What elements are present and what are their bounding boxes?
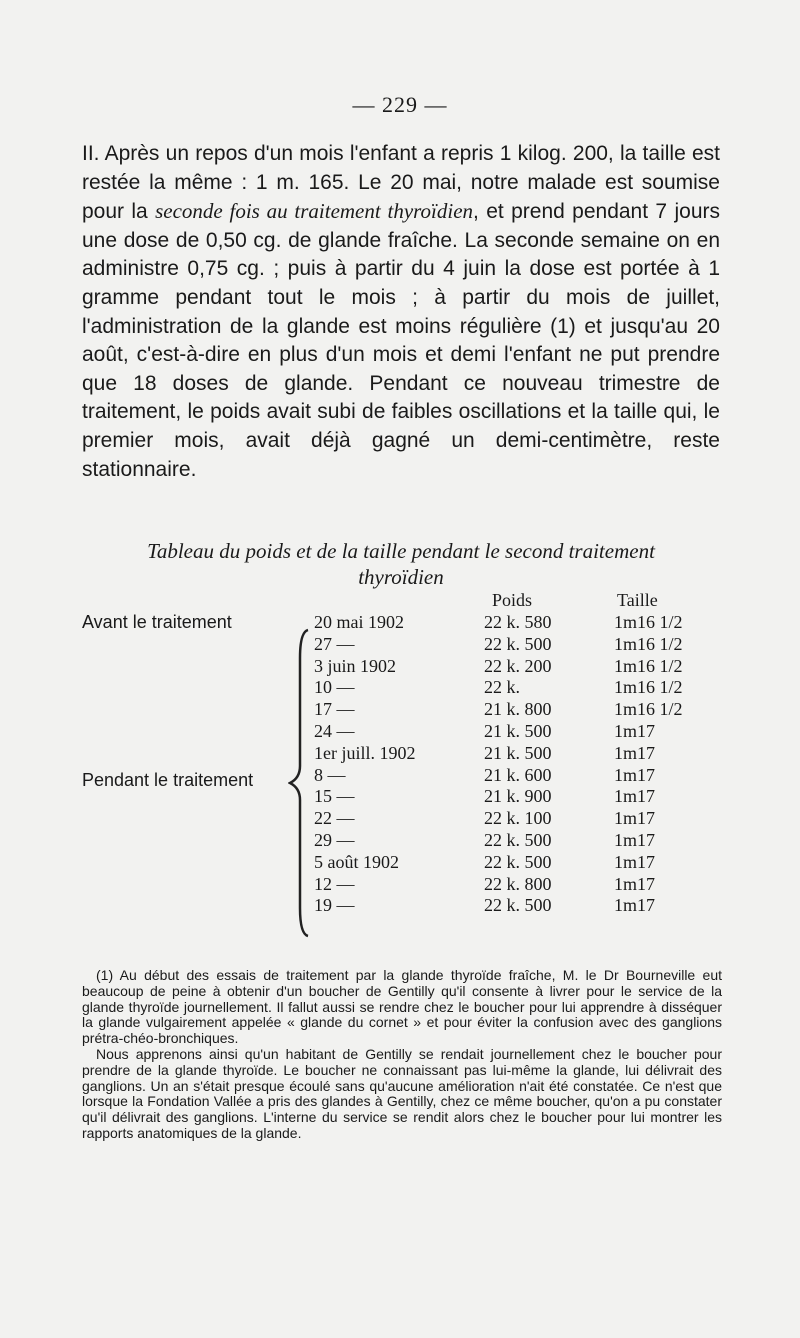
row-height: 1m16 1/2 <box>614 633 683 654</box>
footnote-2: Nous apprenons ainsi qu'un habitant de Gentilly se rendait journellement chez le boucher pour prendre de la glande thyroïde. Le boucher ne connaissant pas lui-même la glande, lui délivrait des ganglions. Un an s'était presque écoulé sans qu'aucune amélioration n'ait été constatée. Ce n'est que lorsque la Fondation Vallée a pris des glandes à Gentilly, chez ce même boucher, qu'on a pu constater qu'il délivrait des ganglions. L'interne du service se rendit alors chez le boucher pour lui montrer les rapports anatomiques de la glande. <box>82 1045 722 1141</box>
row-height: 1m16 1/2 <box>614 655 683 676</box>
row-date: 10 — <box>314 677 355 698</box>
row-weight: 21 k. 500 <box>484 742 552 763</box>
paragraph-part2: , et prend pendant 7 jours une dose de 0,50 cg. de glande fraîche. La seconde semaine on en administre 0,75 cg. ; puis à partir du 4 juin la dose est portée à 1 gramme pendant tout le mois ; à partir du mois de juillet, l'administration de la glande est moins régulière (1) et jusqu'au 20 août, c'est-à-dire en plus d'un mois et demi l'enfant ne put prendre que 18 doses de glande. Pendant ce nouveau trimestre de traitement, le poids avait subi de faibles oscillations et la taille qui, le premier mois, avait déjà gagné un demi-centimètre, reste stationnaire. <box>82 200 720 481</box>
row-weight: 22 k. 100 <box>484 808 552 829</box>
row-height: 1m16 1/2 <box>614 612 683 632</box>
row-weight: 22 k. 200 <box>484 655 552 676</box>
row-height: 1m17 <box>614 808 656 829</box>
row-weight: 22 k. 500 <box>484 895 552 916</box>
row-height: 1m17 <box>614 764 656 785</box>
label-before-treatment: Avant le traitement <box>82 612 232 632</box>
table-title-line1: Tableau du poids et de la taille pendant le second traitement <box>147 539 655 563</box>
row-weight: 22 k. 500 <box>484 851 552 872</box>
row-date: 24 — <box>314 721 355 741</box>
row-date: 19 — <box>314 895 355 916</box>
row-weight: 22 k. <box>484 677 520 698</box>
row-height: 1m17 <box>614 721 656 741</box>
row-height: 1m17 <box>614 786 656 807</box>
row-height: 1m17 <box>614 742 656 763</box>
row-height: 1m17 <box>614 895 656 916</box>
row-date: 15 — <box>314 786 355 807</box>
row-date: 3 juin 1902 <box>314 655 397 676</box>
row-date: 27 — <box>314 633 355 654</box>
row-date: 17 — <box>314 699 355 720</box>
header-weight: Poids <box>492 590 533 610</box>
footnotes <box>82 968 722 1142</box>
row-weight: 21 k. 600 <box>484 764 552 785</box>
row-weight: 21 k. 800 <box>484 699 552 720</box>
label-during-treatment: Pendant le traitement <box>82 770 254 790</box>
row-weight: 21 k. 900 <box>484 786 552 807</box>
paragraph-part1: II. Après un repos d'un mois l'enfant a repris 1 kilog. 200, la taille est restée la même : 1 m. 165. Le 20 mai, notre malade est soumise pour la <box>82 142 720 224</box>
row-height: 1m16 1/2 <box>614 699 683 720</box>
row-weight: 22 k. 580 <box>484 612 552 632</box>
row-height: 1m17 <box>614 830 656 850</box>
row-weight: 22 k. 500 <box>484 830 552 850</box>
table-title-line2: thyroïdien <box>358 565 444 589</box>
row-date: 8 — <box>314 764 346 785</box>
header-height: Taille <box>617 590 658 610</box>
row-height: 1m17 <box>614 851 656 872</box>
row-weight: 22 k. 800 <box>484 873 552 894</box>
row-date: 22 — <box>314 808 355 829</box>
row-height: 1m16 1/2 <box>614 677 683 698</box>
row-weight: 21 k. 500 <box>484 721 552 741</box>
row-date: 29 — <box>314 830 355 850</box>
row-date: 1er juill. 1902 <box>314 742 416 763</box>
row-height: 1m17 <box>614 873 656 894</box>
weight-height-table <box>82 590 722 950</box>
table-row <box>82 895 722 921</box>
row-date: 12 — <box>314 873 355 894</box>
footnote-1: (1) Au début des essais de traitement par la glande thyroïde fraîche, M. le Dr Bourneville eut beaucoup de peine à obtenir d'un boucher de Gentilly qu'il consente à livrer pour le service de la glande thyroïde journellement. Il fallut aussi se rendre chez le boucher pour lui apprendre à disséquer la glande vulgairement appelée « glande du cornet » et pour éviter la confusion avec des ganglions prétra-chéo-bronchiques. <box>82 967 722 1047</box>
page-number: — 229 — <box>352 92 448 117</box>
row-weight: 22 k. 500 <box>484 633 552 654</box>
body-paragraph <box>82 140 720 484</box>
row-date: 5 août 1902 <box>314 851 399 872</box>
table-title <box>82 538 720 590</box>
row-date: 20 mai 1902 <box>314 612 404 632</box>
paragraph-italic: seconde fois au traitement thyroïdien <box>155 199 474 224</box>
